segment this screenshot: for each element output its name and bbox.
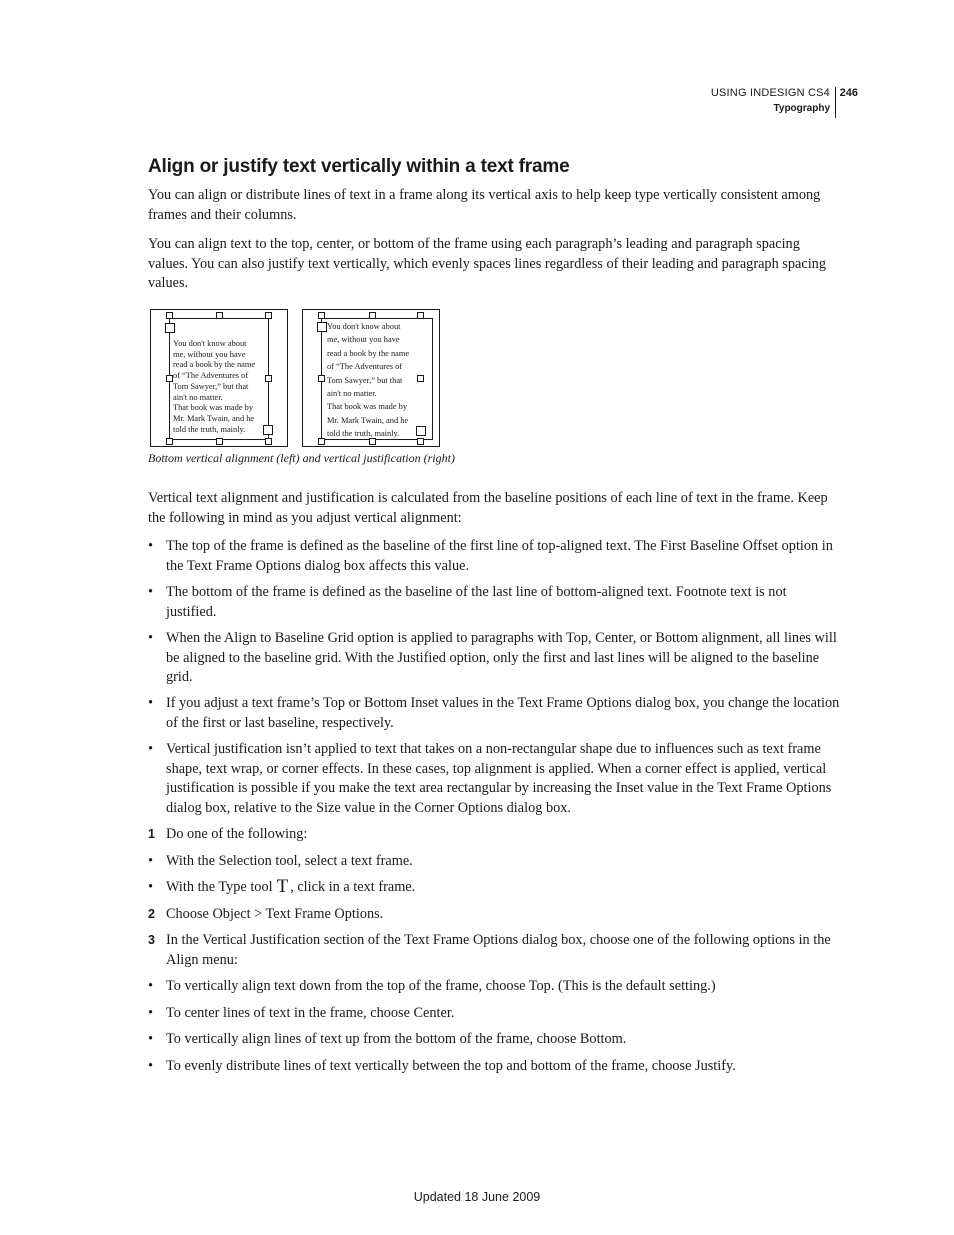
frame-text-line: ain't no matter. [173,392,223,402]
list-item-text: When the Align to Baseline Grid option is applied to paragraphs with Top, Center, or Bottom alignment, all lines will be aligned to the baseline grid. With the Justified option, only the first and last lines will be aligned to the baseline grid. [166,630,837,686]
step-item [148,905,840,925]
frame-text-line: Tom Sawyer,” but that [173,381,249,391]
frame-handle [265,312,272,319]
bullet-marker: • [148,853,154,869]
bullet-marker: • [148,630,154,646]
frame-text-line: read a book by the name [173,360,256,370]
header-divider [835,87,836,118]
frame-text-line: Mr. Mark Twain, and he [173,413,255,423]
frame-text-line: That book was made by [327,402,408,412]
frame-handle [166,375,173,382]
list-item-text: To evenly distribute lines of text vertically between the top and bottom of the frame, choose Justify. [166,1058,736,1074]
list-item [148,1004,840,1024]
list-item [148,1057,840,1077]
list-item-text: To center lines of text in the frame, choose Center. [166,1005,455,1021]
header-text [711,85,830,116]
step-item [148,825,840,845]
frame-text-line: You don't know about [173,339,247,348]
bullet-marker: • [148,1058,154,1074]
frame-handle [318,312,325,319]
frame-bottom-aligned [150,309,288,447]
step-text: Choose Object > Text Frame Options. [166,906,384,922]
list-item-text: If you adjust a text frame’s Top or Bottom Inset values in the Text Frame Options dialog box, you change the location of the first or last baseline, respectively. [166,695,840,731]
running-header [544,85,858,119]
step-number: 2 [148,907,155,921]
list-item [148,629,840,688]
list-item-text-before: With the Type tool [166,879,273,895]
list-item [148,740,840,818]
frame-text-line: That book was made by [173,403,254,413]
frame-handle [417,375,424,382]
frame-handle [216,312,223,319]
frame-text-right [327,320,409,441]
list-item-text [166,878,840,898]
list-item [148,878,840,898]
frame-handle [417,438,424,445]
frame-handle [318,375,325,382]
list-item-text: The bottom of the frame is defined as the baseline of the last line of bottom-aligned text. Footnote text is not justified. [166,584,787,620]
frame-text-line: of “The Adventures of [327,362,403,372]
list-item-text: To vertically align lines of text up from the bottom of the frame, choose Bottom. [166,1031,627,1047]
bullet-marker: • [148,879,154,895]
frame-text-line: me, without you have [327,335,400,345]
bullet-marker: • [148,1031,154,1047]
list-item-text: The top of the frame is defined as the baseline of the first line of top-aligned text. The First Baseline Offset option in the Text Frame Options dialog box affects this value. [166,538,833,574]
frame-handle [369,438,376,445]
frame-handle [265,438,272,445]
step-number: 3 [148,933,155,947]
frame-text-left [173,339,255,435]
header-title: USING INDESIGN CS4 [710,87,830,99]
frame-handle [216,438,223,445]
frame-handle [318,438,325,445]
frame-text-line: You don't know about [327,322,401,331]
frame-handle [166,438,173,445]
intro-paragraph-2: You can align text to the top, center, or bottom of the frame using each paragraph’s leading and paragraph spacing values. You can also justify text vertically, which evenly spaces lines regardless of their leading and paragraph spacing values. [148,236,826,292]
figure-caption: Bottom vertical alignment (left) and vertical justification (right) [148,451,455,465]
bullet-marker: • [148,584,154,600]
bullet-marker: • [148,978,154,994]
list-item [148,537,840,576]
frame-text-line: ain't no matter. [327,389,377,399]
step-item [148,931,840,970]
figure-text-frames [150,309,442,449]
frame-text-line: me, without you have [173,349,246,359]
list-item-text: With the Selection tool, select a text frame. [166,853,413,869]
frame-text-line: Tom Sawyer,” but that [327,375,403,385]
frame-handle [369,312,376,319]
frame-handle [417,312,424,319]
list-item [148,977,840,997]
frame-handle [317,322,327,332]
list-item [148,852,840,872]
frame-handle [416,426,426,436]
intro-paragraph-1: You can align or distribute lines of text in a frame along its vertical axis to help keep type vertically consistent among frames and their columns. [148,187,821,223]
bullet-marker: • [148,695,154,711]
frame-handle [165,323,175,333]
section-heading: Align or justify text vertically within a text frame [148,156,570,177]
step-number: 1 [148,827,155,841]
list-item [148,583,840,622]
step-text: In the Vertical Justification section of the Text Frame Options dialog box, choose one of the following options in the Align menu: [166,932,831,968]
header-section: Typography [773,103,830,114]
frame-text-line: told the truth, mainly. [173,424,246,434]
step-text: Do one of the following: [166,826,308,842]
page-number: 246 [839,87,858,99]
frame-justified [302,309,440,447]
page-footer: Updated 18 June 2009 [413,1190,541,1204]
list-item [148,694,840,733]
list-item [148,1030,840,1050]
frame-text-line: Mr. Mark Twain, and he [327,415,409,425]
frame-handle [263,425,273,435]
frame-handle [166,312,173,319]
frame-text-line: told the truth, mainly. [327,429,400,439]
bullet-marker: • [148,741,154,757]
frame-text-line: read a book by the name [327,348,410,358]
list-item-text: To vertically align text down from the top of the frame, choose Top. (This is the default setting.) [166,978,716,994]
list-item-text-after: , click in a text frame. [290,879,416,895]
body-paragraph: Vertical text alignment and justification is calculated from the baseline positions of each line of text in the frame. Keep the following in mind as you adjust vertical alignment: [148,490,828,526]
bullet-marker: • [148,538,154,554]
type-tool-icon: T [276,876,289,897]
frame-text-line: of “The Adventures of [173,371,249,381]
frame-handle [265,375,272,382]
list-item-text: Vertical justification isn’t applied to text that takes on a non-rectangular shape due to influences such as text frame shape, text wrap, or corner effects. In these cases, top alignment is applied. When a corner effect is applied, vertical justification is possible if you make the text area rectangular by increasing the Inset value in the Text Frame Options dialog box, relative to the Size value in the Corner Options dialog box. [166,741,832,816]
bullet-marker: • [148,1005,154,1021]
